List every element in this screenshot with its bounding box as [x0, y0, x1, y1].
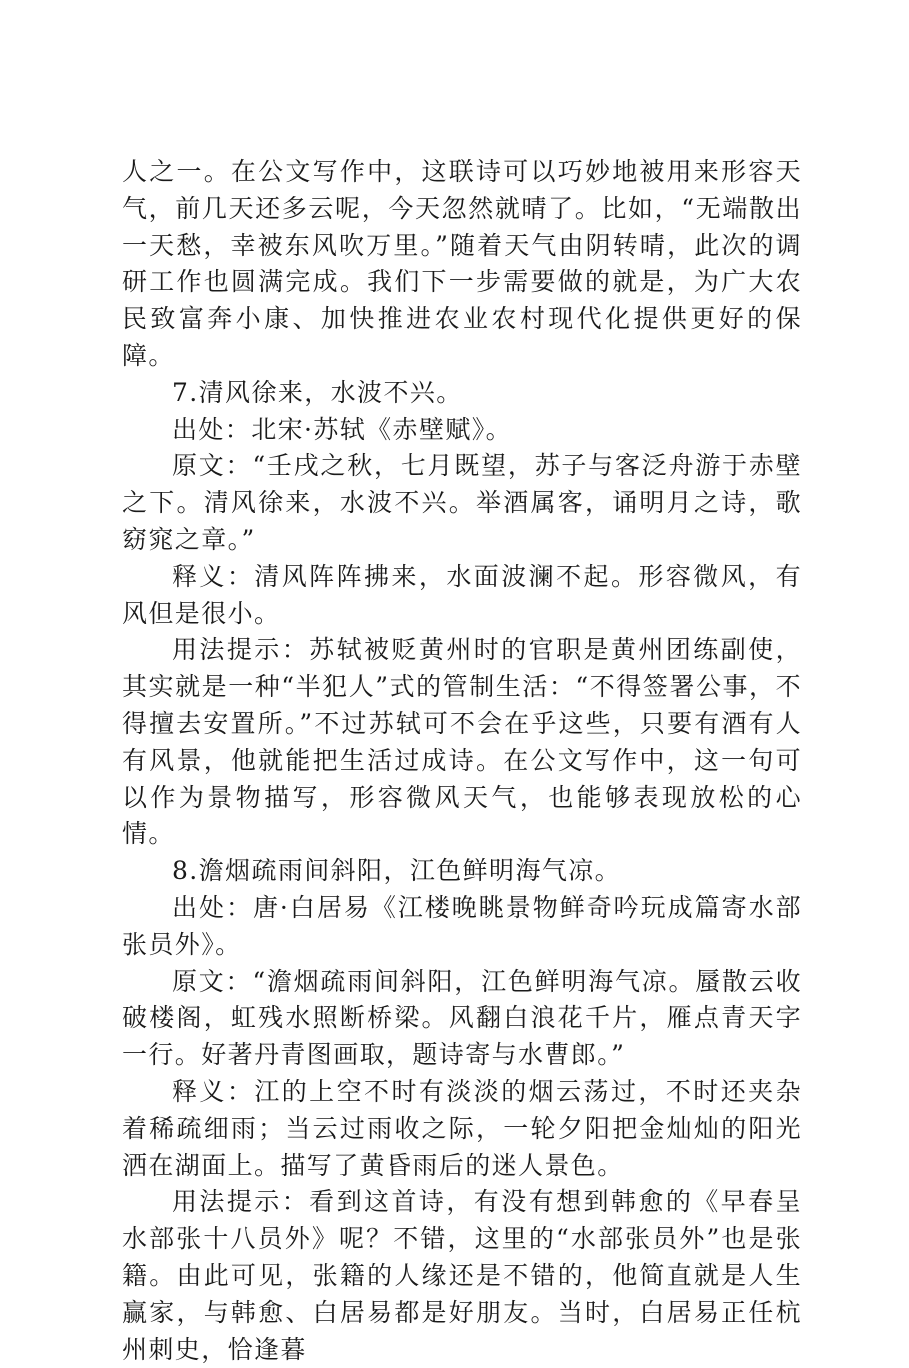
- paragraph-source-8: 出处：唐·白居易《江楼晚眺景物鲜奇吟玩成篇寄水部张员外》。: [122, 892, 802, 959]
- paragraph-meaning-7: 释义：清风阵阵拂来，水面波澜不起。形容微风，有风但是很小。: [122, 561, 802, 628]
- paragraph-meaning-8: 释义：江的上空不时有淡淡的烟云荡过，不时还夹杂着稀疏细雨；当云过雨收之际，一轮夕阳把金灿灿的阳光洒在湖面上。描写了黄昏雨后的迷人景色。: [122, 1076, 802, 1180]
- paragraph-usage-7: 用法提示：苏轼被贬黄州时的官职是黄州团练副使，其实就是一种“半犯人”式的管制生活：“不得签署公事，不得擅去安置所。”不过苏轼可不会在乎这些，只要有酒有人有风景，他就能把生活过成诗。在公文写作中，这一句可以作为景物描写，形容微风天气，也能够表现放松的心情。: [122, 635, 802, 849]
- paragraph-original-8: 原文：“澹烟疏雨间斜阳，江色鲜明海气凉。蜃散云收破楼阁，虹残水照断桥梁。风翻白浪花千片，雁点青天字一行。好著丹青图画取，题诗寄与水曹郎。”: [122, 966, 802, 1070]
- paragraph-usage-8: 用法提示：看到这首诗，有没有想到韩愈的《早春呈水部张十八员外》呢？不错，这里的“水部张员外”也是张籍。由此可见，张籍的人缘还是不错的，他简直就是人生赢家，与韩愈、白居易都是好朋友。当时，白居易正任杭州刺史，恰逢暮: [122, 1187, 802, 1364]
- paragraph-heading-7: 7.清风徐来，水波不兴。: [172, 377, 463, 407]
- document-body: [122, 154, 802, 1368]
- paragraph-continuation: 人之一。在公文写作中，这联诗可以巧妙地被用来形容天气，前几天还多云呢，今天忽然就晴了。比如，“无端散出一天愁，幸被东风吹万里。”随着天气由阴转晴，此次的调研工作也圆满完成。我们下一步需要做的就是，为广大农民致富奔小康、加快推进农业农村现代化提供更好的保障。: [122, 157, 802, 370]
- paragraph-heading-8: 8.澹烟疏雨间斜阳，江色鲜明海气凉。: [172, 856, 622, 886]
- paragraph-original-7: 原文：“壬戌之秋，七月既望，苏子与客泛舟游于赤壁之下。清风徐来，水波不兴。举酒属客，诵明月之诗，歌窈窕之章。”: [122, 451, 802, 554]
- paragraph-source-7: 出处：北宋·苏轼《赤壁赋》。: [172, 414, 513, 444]
